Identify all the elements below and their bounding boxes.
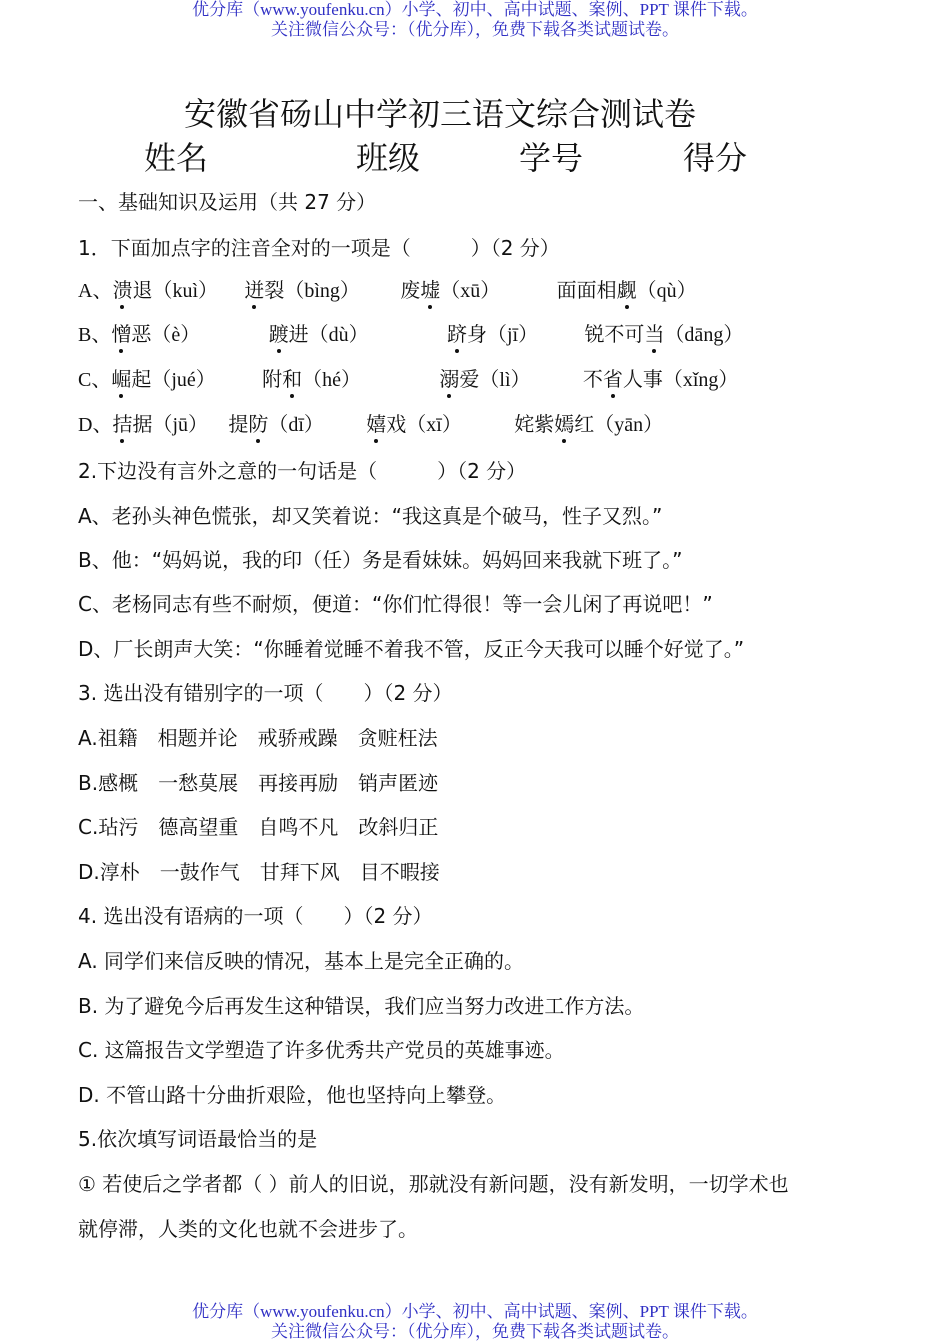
class-label: 班级: [356, 139, 421, 177]
question-1-option-b: B、憎恶（è） 踱进（dù） 跻身（jī） 锐不可当（dāng）: [78, 322, 744, 346]
question-5-item-1-line-2: 就停滞，人类的文化也就不会进步了。: [78, 1217, 418, 1241]
name-label: 姓名: [144, 139, 209, 177]
question-3-option-a: A.祖籍 相题并论 戒骄戒躁 贪赃枉法: [78, 726, 438, 750]
question-4-stem: 4. 选出没有语病的一项（ ）（2 分）: [78, 904, 433, 928]
question-3-option-b: B.感概 一愁莫展 再接再励 销声匿迹: [78, 771, 439, 795]
question-2-option-c: C、老杨同志有些不耐烦，便道：“你们忙得很！等一会儿闲了再说吧！”: [78, 592, 713, 616]
question-3-stem: 3. 选出没有错别字的一项（ ）（2 分）: [78, 681, 453, 705]
question-1-option-a: A、溃退（kuì） 迸裂（bìng） 废墟（xū） 面面相觑（qù）: [78, 278, 697, 302]
question-3-option-c: C.玷污 德高望重 自鸣不凡 改斜归正: [78, 815, 439, 839]
question-4-option-b: B. 为了避免今后再发生这种错误，我们应当努力改进工作方法。: [78, 994, 645, 1018]
header-line-1: 优分库（www.youfenku.cn）小学、初中、高中试题、案例、PPT 课件下载。: [192, 0, 758, 19]
footer-line-1: 优分库（www.youfenku.cn）小学、初中、高中试题、案例、PPT 课件下载。: [192, 1302, 758, 1321]
question-1-option-d: D、拮据（jū） 提防（dī） 嬉戏（xī） 姹紫嫣红（yān）: [78, 412, 664, 436]
question-2-stem: 2.下边没有言外之意的一句话是（ ）（2 分）: [78, 459, 527, 483]
question-3-option-d: D.淳朴 一鼓作气 甘拜下风 目不暇接: [78, 860, 440, 884]
page-header-banner: [0, 0, 950, 40]
question-2-option-a: A、老孙头神色慌张，却又笑着说：“我这真是个破马，性子又烈。”: [78, 504, 663, 528]
student-id-label: 学号: [519, 139, 584, 177]
score-label: 得分: [683, 139, 748, 177]
question-2-option-b: B、他：“妈妈说，我的印（任）务是看妹妹。妈妈回来我就下班了。”: [78, 548, 683, 572]
question-1-stem: 1．下面加点字的注音全对的一项是（ ）（2 分）: [78, 236, 560, 260]
question-4-option-d: D. 不管山路十分曲折艰险，他也坚持向上攀登。: [78, 1083, 507, 1107]
question-4-option-a: A. 同学们来信反映的情况，基本上是完全正确的。: [78, 949, 525, 973]
header-line-2: 关注微信公众号：（优分库），免费下载各类试题试卷。: [271, 20, 679, 39]
page-footer-banner: [0, 1302, 950, 1342]
page-title: 安徽省砀山中学初三语文综合测试卷: [183, 95, 696, 133]
question-4-option-c: C. 这篇报告文学塑造了许多优秀共产党员的英雄事迹。: [78, 1038, 565, 1062]
question-1-option-c: C、崛起（jué） 附和（hé） 溺爱（lì） 不省人事（xǐng）: [78, 367, 739, 391]
question-5-stem: 5.依次填写词语最恰当的是: [78, 1127, 318, 1151]
question-5-item-1-line-1: ① 若使后之学者都（ ）前人的旧说，那就没有新问题，没有新发明，一切学术也: [78, 1172, 789, 1196]
section-heading: 一、基础知识及运用（共 27 分）: [78, 190, 377, 214]
question-2-option-d: D、厂长朗声大笑：“你睡着觉睡不着我不管，反正今天我可以睡个好觉了。”: [78, 637, 745, 661]
footer-line-2: 关注微信公众号：（优分库），免费下载各类试题试卷。: [271, 1322, 679, 1341]
